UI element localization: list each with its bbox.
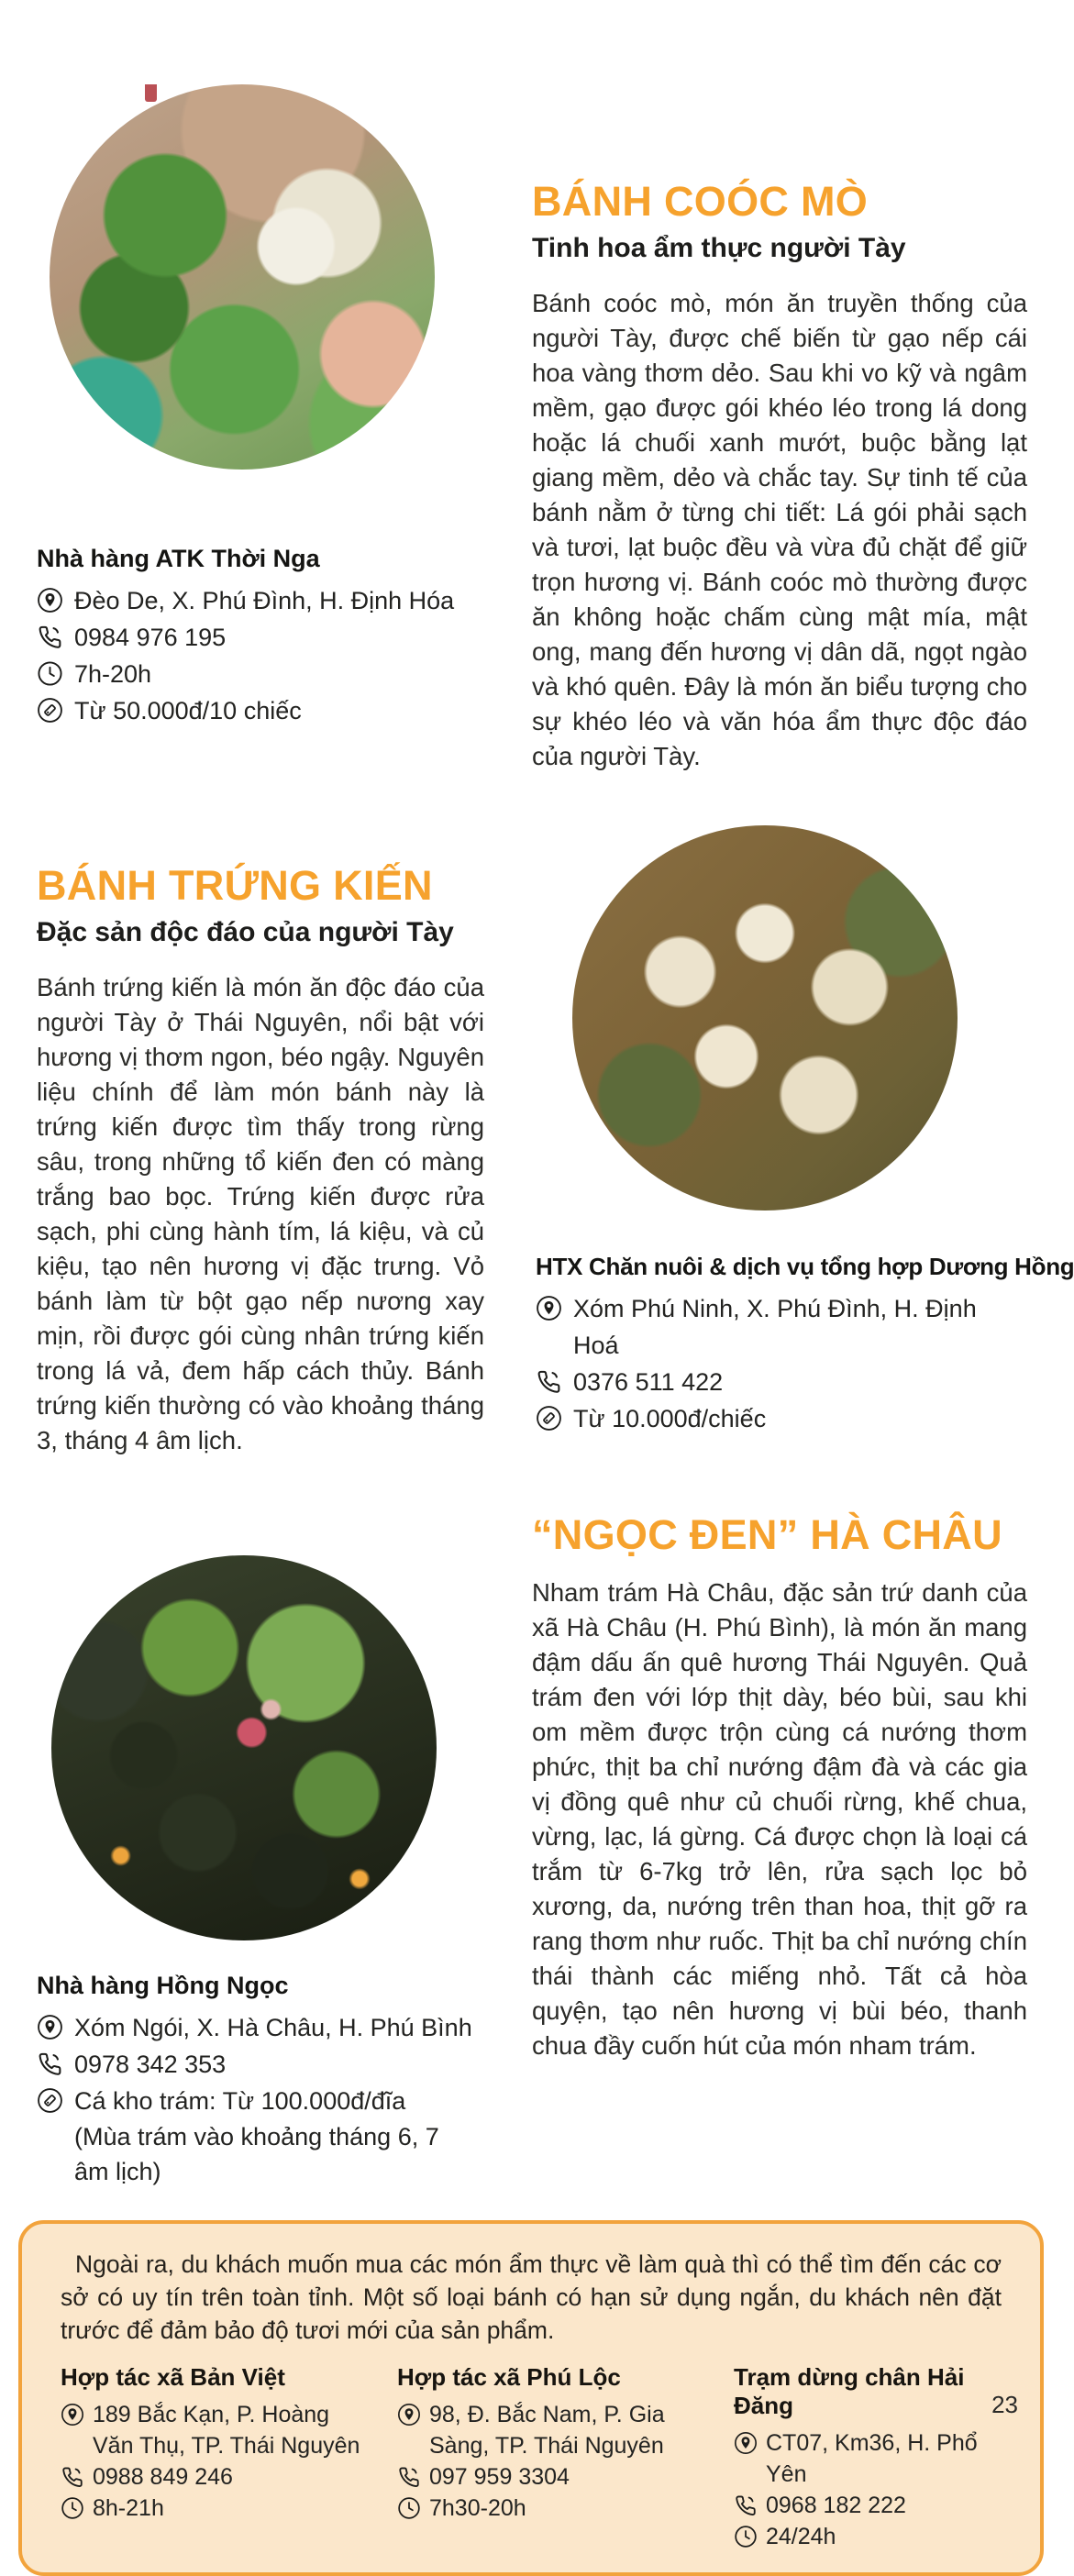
location-pin-icon: [37, 587, 63, 614]
price-tag-icon: [37, 2087, 63, 2114]
shop-address-row: [397, 2399, 701, 2461]
clock-icon: [37, 660, 63, 687]
gift-shops-intro: Ngoài ra, du khách muốn mua các món ẩm thực về làm quà thì có thể tìm đến các cơ sở có uy tín trên toàn tỉnh. Một số loại bánh có hạn sử dụng ngắn, du khách nên đặt trước để đảm bảo độ tươi mới của sản phẩm.: [61, 2250, 1002, 2344]
section-subtitle: Đặc sản độc đáo của người Tày: [37, 917, 454, 947]
shop-hours: 7h30-20h: [429, 2495, 526, 2521]
venue-phone: 0376 511 422: [573, 1368, 724, 1396]
shop-hours-row: [61, 2493, 364, 2524]
shop-address: 189 Bắc Kạn, P. Hoàng Văn Thụ, TP. Thái Nguyên: [93, 2402, 360, 2459]
shop-address: CT07, Km36, H. Phổ Yên: [766, 2430, 978, 2487]
location-pin-icon: [734, 2431, 758, 2455]
corner-mark: [145, 84, 157, 102]
venue-price: Từ 10.000đ/chiếc: [573, 1405, 767, 1432]
phone-icon: [734, 2493, 758, 2517]
venue-season-note: (Mùa trám vào khoảng tháng 6, 7 âm lịch): [74, 2123, 439, 2185]
venue-phone-row: [536, 1364, 1027, 1400]
brochure-page: [0, 84, 1074, 2549]
photo-banh-trung-kien: [572, 825, 958, 1211]
shop-card-ban-viet: [61, 2363, 364, 2552]
venue-address-row: [536, 1290, 1027, 1364]
venue-price-row: [536, 1400, 1027, 1437]
section-title: BÁNH TRỨNG KIẾN: [37, 862, 433, 909]
section-title: BÁNH COÓC MÒ: [532, 178, 869, 225]
phone-icon: [37, 2051, 63, 2077]
shop-phone: 0968 182 222: [766, 2493, 906, 2518]
photo-tram-den: [51, 1555, 437, 1940]
phone-icon: [61, 2465, 84, 2489]
venue-name: HTX Chăn nuôi & dịch vụ tổng hợp Dương Hồng: [536, 1253, 1074, 1280]
shop-name: Hợp tác xã Phú Lộc: [397, 2363, 621, 2391]
section-body: Nham trám Hà Châu, đặc sản trứ danh của xã Hà Châu (H. Phú Bình), là món ăn mang đậm dấu ấn quê hương Thái Nguyên. Quả trám đen với lớp thịt dày, béo bùi, sau khi om mềm được trộn cùng cá nướng thơm phức, thịt ba chỉ nướng đậm đà và các gia vị đồng quê như củ chuối rừng, khế chua, vừng, lạc, lá gừng. Cá được chọn là loại cá trắm từ 6-7kg trở lên, rửa sạch lọc bỏ xương, da, nướng trên than hoa, thịt gỡ ra rang thơm như ruốc. Thịt ba chỉ nướng chín thái thành các miếng nhỏ. Tất cả hòa quyện, tạo nên hương vị bùi béo, thanh chua đầy cuốn hút của món nham trám.: [532, 1578, 1027, 2060]
shop-phone-row: [61, 2461, 364, 2493]
section-banh-trung-kien: [37, 862, 1074, 1458]
venue-address: Xóm Phú Ninh, X. Phú Đình, H. Định Hoá: [573, 1295, 977, 1359]
shop-address: 98, Đ. Bắc Nam, P. Gia Sàng, TP. Thái Nguyên: [429, 2402, 665, 2459]
venue-phone: 0984 976 195: [74, 624, 227, 651]
venue-address-row: [37, 2009, 473, 2046]
venue-price-row: [37, 692, 455, 729]
shop-phone: 0988 849 246: [93, 2464, 233, 2490]
clock-icon: [61, 2496, 84, 2520]
price-tag-icon: [536, 1405, 562, 1432]
gift-shops-box: [18, 2220, 1044, 2576]
shop-hours: 24/24h: [766, 2524, 836, 2549]
location-pin-icon: [37, 2014, 63, 2040]
shop-name: Hợp tác xã Bản Việt: [61, 2363, 285, 2391]
shop-address-row: [734, 2427, 1002, 2490]
shop-phone-row: [397, 2461, 701, 2493]
venue-price: Cá kho trám: Từ 100.000đ/đĩa: [74, 2087, 406, 2115]
venue-hours: 7h-20h: [74, 660, 152, 688]
venue-address: Xóm Ngói, X. Hà Châu, H. Phú Bình: [74, 2014, 472, 2041]
venue-name: Nhà hàng ATK Thời Nga: [37, 545, 320, 572]
phone-icon: [37, 624, 63, 650]
location-pin-icon: [61, 2403, 84, 2427]
shop-name: Trạm dừng chân Hải Đăng: [734, 2363, 965, 2419]
venue-hours-row: [37, 656, 455, 692]
venue-address: Đèo De, X. Phú Đình, H. Định Hóa: [74, 587, 455, 614]
venue-phone-row: [37, 619, 455, 656]
price-tag-icon: [37, 697, 63, 724]
shop-hours-row: [734, 2521, 1002, 2552]
section-body: Bánh coóc mò, món ăn truyền thống của người Tày, được chế biến từ gạo nếp cái hoa vàng thơm dẻo. Sau khi vo kỹ và ngâm mềm, gạo được gói khéo léo trong lá dong hoặc lá chuối xanh mướt, buộc bằng lạt giang mềm, dẻo và chắc tay. Sự tinh tế của bánh nằm ở từng chi tiết: Lá gói phải sạch và tươi, lạt buộc đều và vừa đủ chặt để giữ trọn hương vị. Bánh coóc mò thường được ăn không hoặc chấm cùng mật mía, mật ong, mang đến hương vị dân dã, ngọt ngào và khó quên. Đây là món ăn biểu tượng cho sự khéo léo và văn hóa ẩm thực độc đáo của người Tày.: [532, 289, 1027, 770]
section-ngoc-den-ha-chau: [37, 1511, 1027, 2189]
shop-phone-row: [734, 2490, 1002, 2521]
section-title: “NGỌC ĐEN” HÀ CHÂU: [532, 1511, 1002, 1558]
venue-address-row: [37, 582, 455, 619]
location-pin-icon: [397, 2403, 421, 2427]
phone-icon: [397, 2465, 421, 2489]
section-body: Bánh trứng kiến là món ăn độc đáo của người Tày ở Thái Nguyên, nổi bật với hương vị thơm ngon, béo ngậy. Nguyên liệu chính để làm món bánh này là trứng kiến được tìm thấy trong rừng sâu, trong những tổ kiến đen có màng trắng bao bọc. Trứng kiến được rửa sạch, phi cùng hành tím, lá kiệu, và củ kiệu, tạo nên hương vị đặc trưng. Vỏ bánh làm từ bột gạo nếp nương xay mịn, rồi được gói cùng nhân trứng kiến trong lá vả, đem hấp cách thủy. Bánh trứng kiến thường có vào khoảng tháng 3, tháng 4 âm lịch.: [37, 973, 484, 1454]
location-pin-icon: [536, 1295, 562, 1321]
venue-phone-row: [37, 2046, 473, 2083]
shop-hours: 8h-21h: [93, 2495, 164, 2521]
shop-address-row: [61, 2399, 364, 2461]
clock-icon: [397, 2496, 421, 2520]
shop-card-hai-dang: [734, 2363, 1002, 2552]
venue-card-atk-thoi-nga: [37, 545, 455, 729]
venue-name: Nhà hàng Hồng Ngọc: [37, 1972, 289, 1999]
venue-phone: 0978 342 353: [74, 2051, 227, 2078]
venue-card-duong-hong: [536, 1253, 1074, 1437]
phone-icon: [536, 1368, 562, 1395]
section-banh-cooc-mo: [37, 84, 1027, 774]
gift-shops-columns: [61, 2363, 1002, 2552]
venue-price-row: [37, 2083, 473, 2119]
page-number: 23: [991, 2391, 1018, 2418]
photo-banh-cooc-mo: [50, 84, 435, 470]
venue-card-hong-ngoc: [37, 1972, 473, 2189]
shop-phone: 097 959 3304: [429, 2464, 570, 2490]
shop-hours-row: [397, 2493, 701, 2524]
section-subtitle: Tinh hoa ẩm thực người Tày: [532, 233, 906, 263]
clock-icon: [734, 2525, 758, 2548]
shop-card-phu-loc: [397, 2363, 701, 2552]
venue-price: Từ 50.000đ/10 chiếc: [74, 697, 302, 724]
